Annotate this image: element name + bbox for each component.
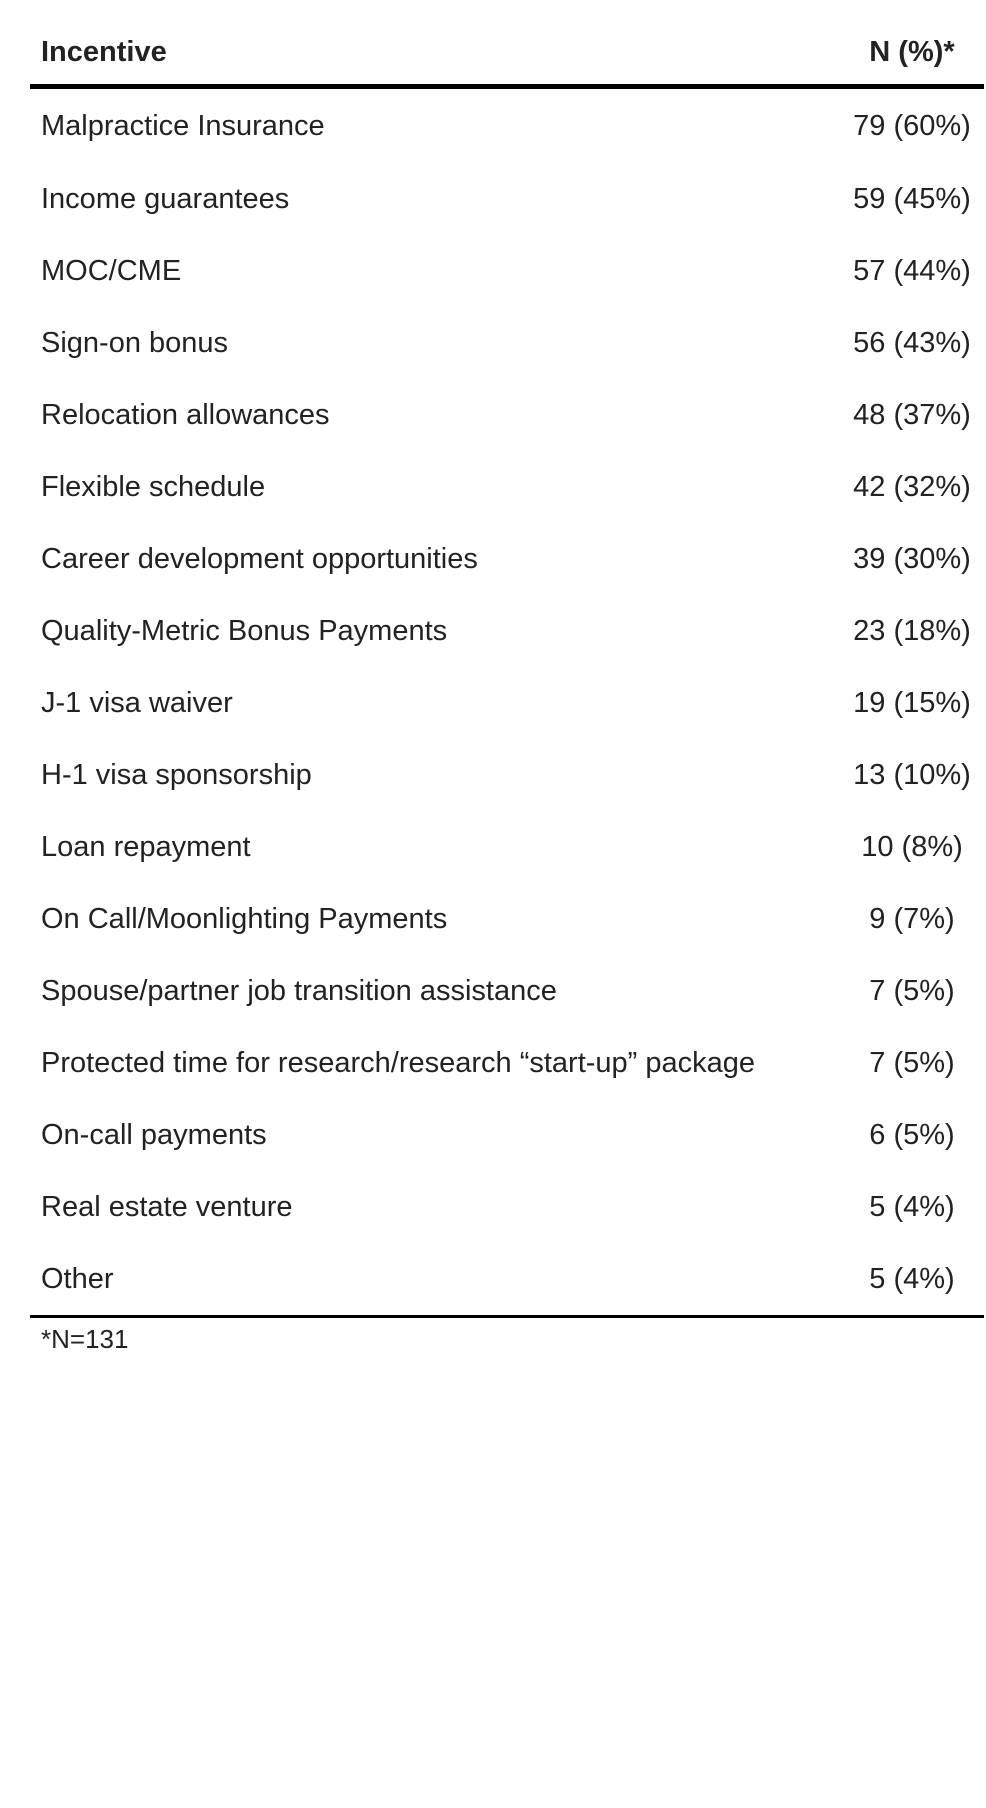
column-header-incentive: Incentive <box>30 20 840 87</box>
table-header <box>30 20 984 87</box>
table-row <box>30 883 984 955</box>
table-row <box>30 379 984 451</box>
n-percent-cell: 13 (10%) <box>853 759 971 791</box>
n-percent-cell: 7 (5%) <box>869 1047 955 1079</box>
table-row <box>30 1027 984 1099</box>
n-percent-cell: 39 (30%) <box>853 543 971 575</box>
table-row <box>30 451 984 523</box>
incentive-cell: Spouse/partner job transition assistance <box>41 975 557 1007</box>
table-row <box>30 1243 984 1317</box>
incentive-cell: Income guarantees <box>41 183 290 215</box>
n-percent-cell: 5 (4%) <box>869 1191 955 1223</box>
n-percent-cell: 48 (37%) <box>853 399 971 431</box>
table-row <box>30 163 984 235</box>
incentive-cell: MOC/CME <box>41 255 182 287</box>
incentive-cell: H-1 visa sponsorship <box>41 759 312 791</box>
incentive-cell: Loan repayment <box>41 831 251 863</box>
n-percent-cell: 5 (4%) <box>840 1243 984 1317</box>
n-percent-cell: 19 (15%) <box>853 687 971 719</box>
n-percent-cell: 6 (5%) <box>869 1119 955 1151</box>
incentive-cell: On Call/Moonlighting Payments <box>41 903 448 935</box>
n-percent-cell: 9 (7%) <box>869 903 955 935</box>
table-row <box>30 87 984 164</box>
incentive-cell: Malpractice Insurance <box>41 110 325 142</box>
incentives-table-container <box>30 20 984 1318</box>
table-row <box>30 667 984 739</box>
incentive-cell: Relocation allowances <box>41 399 330 431</box>
n-percent-cell: 42 (32%) <box>853 471 971 503</box>
incentive-cell: Protected time for research/research “start-up” package <box>41 1047 756 1079</box>
incentive-cell: Flexible schedule <box>41 471 266 503</box>
table-row <box>30 955 984 1027</box>
incentives-table <box>30 20 984 1318</box>
incentive-cell: Quality-Metric Bonus Payments <box>41 615 448 647</box>
table-row <box>30 739 984 811</box>
n-percent-cell: 23 (18%) <box>853 615 971 647</box>
column-header-n-percent: N (%)* <box>840 20 984 87</box>
table-row <box>30 307 984 379</box>
incentive-cell: Real estate venture <box>41 1191 293 1223</box>
incentive-cell: On-call payments <box>41 1119 267 1151</box>
table-row <box>30 595 984 667</box>
table-row <box>30 811 984 883</box>
table-row <box>30 235 984 307</box>
table-row <box>30 1099 984 1171</box>
incentive-cell: Other <box>30 1243 840 1317</box>
n-percent-cell: 79 (60%) <box>853 110 971 142</box>
n-percent-cell: 59 (45%) <box>853 183 971 215</box>
table-footnote: *N=131 <box>41 1324 129 1354</box>
incentive-cell: Sign-on bonus <box>41 327 229 359</box>
table-body <box>30 87 984 1317</box>
n-percent-cell: 7 (5%) <box>869 975 955 1007</box>
incentive-cell: Career development opportunities <box>41 543 478 575</box>
table-row <box>30 1171 984 1243</box>
table-row <box>30 523 984 595</box>
incentive-cell: J-1 visa waiver <box>41 687 233 719</box>
header-row <box>30 20 984 87</box>
n-percent-cell: 10 (8%) <box>861 831 963 863</box>
n-percent-cell: 57 (44%) <box>853 255 971 287</box>
n-percent-cell: 56 (43%) <box>853 327 971 359</box>
